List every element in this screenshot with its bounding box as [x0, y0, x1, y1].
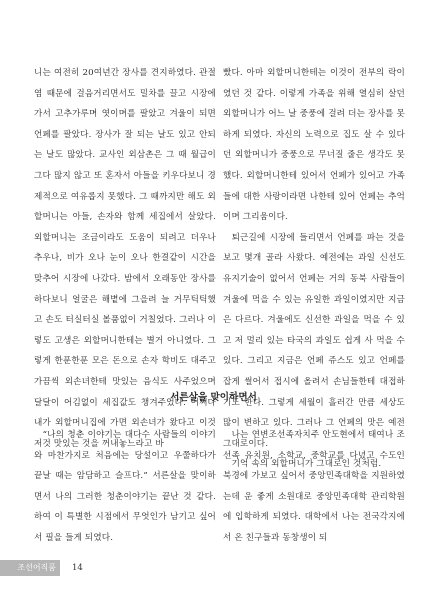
paragraph: “나의 청춘 이야기는 대다수 사람들의 이야기와 마찬가지로 처음에는 당설이고 우쭐하다가 끝날 때는 암담하고 슬프다.” 서른살을 맞이하면서 나의 그러한 청춘이야기는 끝난 것 같다. 하여 이 특별한 시점에서 무엇인가 남기고 싶어서 필을 들게 되였다. [34, 430, 216, 543]
paragraph: 빴다. 아마 외할머니한테는 이것이 전부의 락이였던 것 같다. 이렇게 가족을 위해 열심히 살던 외할머니가 어느 날 중풍에 걸려 더는 장사를 못하게 되였다. 자신의 노력으로 집도 살 수 있다던 외할머니가 중풍으로 무너질 줄은 생각도 못했다. 외할머니한테 있어서 언페가 있어고 가족들에 대한 사랑이라면 나한테 있어 언페는 추억이며 그리움이다. [223, 68, 405, 223]
paragraph: 나는 연변조선족자치주 안도현에서 태여나 조선족 유치원, 소학교, 중학교를 다녔고 수도인 북경에 가보고 싶어서 중앙민족대학을 지원하였는데 운 좋게 소원대로 중앙민족대학 관리학원에 입학하게 되였다. 대학에서 나는 전국각지에서 온 친구들과 동창생이 되 [223, 430, 405, 543]
page-number: 14 [72, 563, 83, 573]
footer-section-label: 조선어직품 [0, 560, 60, 576]
paragraph: 니는 여전히 20여년간 장사를 견지하였다. 관절염 때문에 걸음거리면서도 밀차를 끌고 시장에 가서 고추가루며 엿이며를 팔았고 겨울이 되면 언페를 팔았다. 장사가 잘 되는 날도 있고 안되는 날도 많았다. 교사인 외삼촌은 그 때 월급이 그다 많지 않고 또 혼자서 아들을 키우다보니 경제적으로 여유롭지 못했다. 그 때까지만 해도 외할머니는 아들, 손자와 함께 세집에서 살았다. 외할머니는 조금이라도 도움이 되려고 더우나 추우나, 비가 오나 눈이 오나 한결같이 시간을 맞추어 시장에 나갔다. 밤에서 오래동안 장사를 하다보니 얼굴은 해볕에 그을려 늘 거무틱틱했고 손도 터실터실 볼품없이 거칠었다. 그러나 이렇도 고생은 외할머니한테는 별거 아니였다. 그렇게 한푼한푼 모은 돈으로 손자 학비도 대주고 가끔씩 외손녀한테 맛있는 음식도 사주었으며 달달이 어김없이 세집값도 챙겨주었다. 어쩌다 내가 외할머니집에 가면 외손녀가 왔다고 이것저것 맛있는 것을 꺼내놓느라고 바 [34, 68, 216, 449]
lower-right-column [223, 425, 405, 549]
upper-right-column [223, 63, 405, 475]
paragraph: 기억 속의 외할머니가 그대로인 것처럼. [231, 459, 382, 470]
lower-left-column [34, 425, 216, 549]
section-title: 서른살을 맞이하면서 [170, 392, 257, 403]
paragraph: 퇴근길에 시장에 들리면서 언페를 파는 것을 보고 몇개 골라 사왔다. 예전에는 과일 신선도 유지기술이 없어서 언페는 거의 동북 사람들이 겨울에 먹을 수 있는 유일한 과일이였지만 지금은 다르다. 겨울에도 신선한 과일을 먹을 수 있고 저 멀리 있는 타국의 과일도 쉽게 사 먹을 수 있다. 그리고 지금은 언페 쥬스도 있고 언페를 잡게 썰어서 접시에 올려서 손님들한테 대접하기도 한다. 그렇게 세월이 흘러간 만큼 세상도 많이 변하고 있다. 그러나 그 언페의 맛은 예전 그대로이다. [223, 232, 405, 449]
